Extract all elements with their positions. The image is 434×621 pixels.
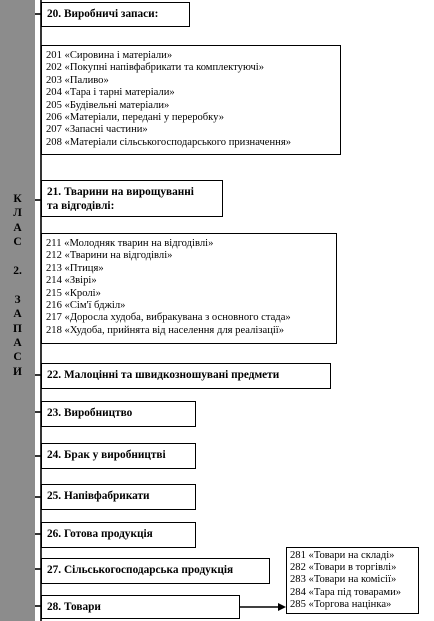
list-item: 207 «Запасні частини» [46,124,148,136]
list-item: 283 «Товари на комісії» [290,574,397,586]
class-vertical-label: К Л А С 2. З А П А С И [13,193,22,378]
account-23-header: 23. Виробництво [41,401,196,427]
list-item: 285 «Торгова націнка» [290,598,392,610]
account-22-header: 22. Малоцінні та швидкозношувані предмети [41,363,331,389]
account-21-subaccounts [41,233,337,344]
list-item: 214 «Звірі» [46,275,97,287]
account-26-header: 26. Готова продукція [41,522,196,548]
list-item: 284 «Тара під товарами» [290,586,402,598]
list-item: 282 «Товари в торгівлі» [290,562,397,574]
account-27-header: 27. Сільськогосподарська продукція [41,558,270,584]
account-28-subaccounts [286,547,419,614]
list-item: 217 «Доросла худоба, вибракувана з основного стада» [46,312,291,324]
list-item: 206 «Матеріали, передані у переробку» [46,112,225,124]
account-24-header: 24. Брак у виробництві [41,443,196,469]
list-item: 216 «Сім'ї бджіл» [46,300,126,312]
list-item: 212 «Тварини на відгодівлі» [46,250,173,262]
arrow-icon [240,597,286,617]
list-item: 213 «Птиця» [46,262,104,274]
account-25-header: 25. Напівфабрикати [41,484,196,510]
account-20-header: 20. Виробничі запаси: [41,2,190,27]
list-item: 208 «Матеріали сільськогосподарського призначення» [46,136,292,148]
list-item: 203 «Паливо» [46,74,109,86]
account-20-subaccounts [41,45,341,155]
account-28-header: 28. Товари [41,595,240,619]
list-item: 281 «Товари на складі» [290,550,395,561]
account-21-header: 21. Тварини на вирощуванні та відгодівлі: [41,180,223,217]
list-item: 205 «Будівельні матеріали» [46,99,170,111]
list-item: 201 «Сировина і матеріали» [46,50,173,61]
list-item: 211 «Молодняк тварин на відгодівлі» [46,238,214,249]
list-item: 204 «Тара і тарні матеріали» [46,87,175,99]
list-item: 202 «Покупні напівфабрикати та комплектуючі» [46,62,265,74]
list-item: 215 «Кролі» [46,287,101,299]
list-item: 218 «Худоба, прийнята від населення для реалізації» [46,324,285,336]
